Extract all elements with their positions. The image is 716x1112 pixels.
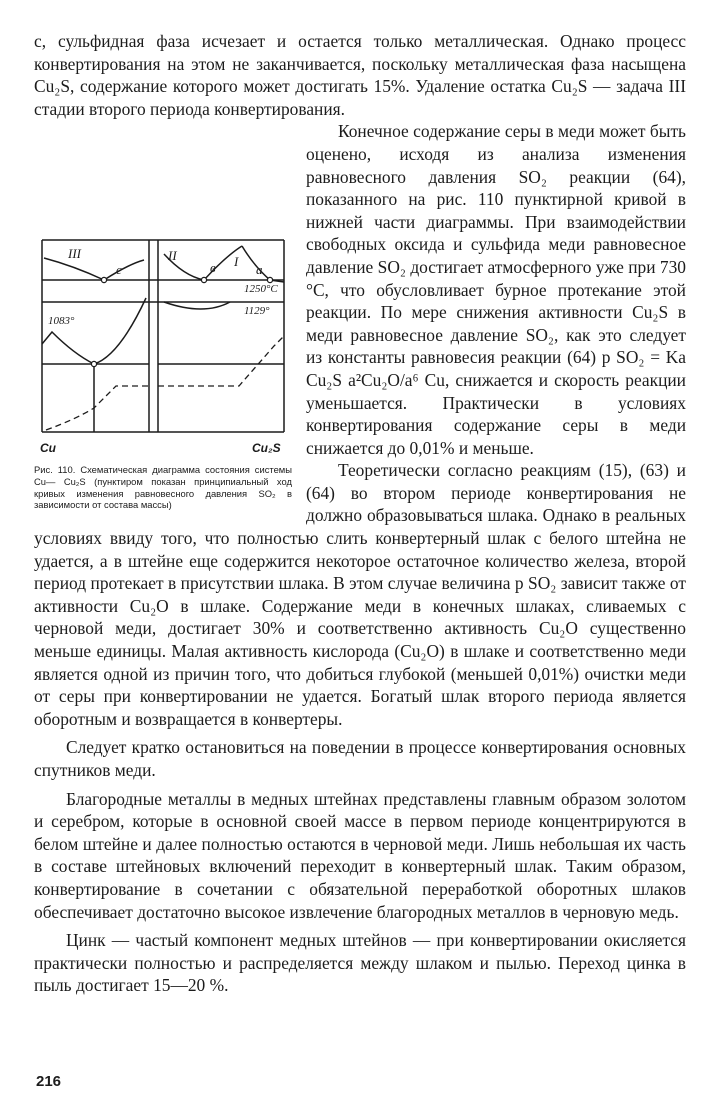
- label-region-c: c: [116, 262, 122, 278]
- page-number: 216: [36, 1073, 62, 1090]
- label-region-iii: III: [68, 246, 81, 262]
- phase-diagram: [34, 236, 292, 458]
- paragraph-5: Благородные металлы в медных штейнах представлены главным образом золотом и серебром, которые в основной своей массе в первом периоде концентрируются в белом штейне и далее полностью остаются в черновой меди. Лишь небольшая их часть в составе штейновых включений переходит в конвертерный шлак. Таким образом, конвертирование в сочетании с обязательной переработкой оборотных шлаков обеспечивает достаточно высокое извлечение благородных металлов в черновую медь.: [34, 788, 686, 922]
- label-temp-1083: 1083°: [48, 315, 75, 328]
- axis-label-cu2s: Cu₂S: [252, 441, 281, 456]
- figure-110: [34, 236, 292, 510]
- label-region-a: a: [256, 262, 263, 278]
- paragraph-2-flow: [34, 120, 686, 997]
- label-region-i: I: [234, 254, 239, 270]
- paragraph-6: Цинк — частый компонент медных штейнов — при конвертировании окисляется практически полностью и распределяется между шлаком и пылью. Переход цинка в пыль достигает 15—20 %.: [34, 930, 686, 996]
- figure-caption: Рис. 110. Схематическая диаграмма состояния системы Cu— Cu₂S (пунктиром показан принципиальный ход кривых изменения равновесного давления SO₂ в зависимости от состава массы): [34, 464, 292, 511]
- label-region-ii: II: [168, 248, 177, 264]
- label-temp-1250: 1250°C: [244, 283, 278, 296]
- paragraph-3: Теоретически согласно реакциям (15), (63) и (64) во втором периоде конвертирования не должно образовываться шлака. Однако в реальных условиях ввиду того, что полностью слить конвертерный шлак с белого штейна не удается, а в штейне еще содержится некоторое остаточное количество железа, второй период протекает в присутствии шлака. В этом случае величина p SO₂ зависит также от активности Cu₂O в шлаке. Содержание меди в конечных шлаках, сливаемых с черновой меди, достигает 30% и соответственно активность Cu₂O существенно меньше единицы. Малая активность кислорода (Cu₂O) в шлаке и соответственно меди является одной из причин того, что добиться глубокой (меньшей 0,01%) очистки меди от серы при конвертировании не удается. Богатый шлак второго периода является оборотным и возвращается в конвертеры.: [34, 460, 686, 729]
- paragraph-1: с, сульфидная фаза исчезает и остается только металлическая. Однако процесс конвертирования на этом не заканчивается, поскольку металлическая фаза насыщена Cu₂S, содержание которого может достигать 15%. Удаление остатка Cu₂S — задача III стадии второго периода конвертирования.: [34, 31, 686, 119]
- paragraph-4: Следует кратко остановиться на поведении в процессе конвертирования основных спутников меди.: [34, 737, 686, 780]
- axis-label-cu: Cu: [40, 441, 56, 456]
- label-temp-1129: 1129°: [244, 305, 270, 318]
- label-region-b: в: [210, 260, 216, 276]
- page-body: [34, 30, 686, 997]
- paragraph-2-text: Конечное содержание серы в меди может быть оценено, исходя из анализа изменения равновесного давления SO₂ реакции (64), показанного на рис. 110 пунктирной кривой в нижней части диаграммы. При взаимодействии свободных оксида и сульфида меди равновесное давление SO₂ достигает атмосферного уже при 730 °C, что обусловливает бурное протекание этой реакции. По мере снижения активности Cu₂S в меди равновесное давление SO₂, как это следует из константы равновесия реакции (64) p SO₂ = Ka Cu₂S a²Cu₂O/a⁶ Cu, снижается и скорость реакции уменьшается. Практически в условиях конвертирования содержание серы в меди снижается до 0,01% и меньше.: [306, 121, 686, 458]
